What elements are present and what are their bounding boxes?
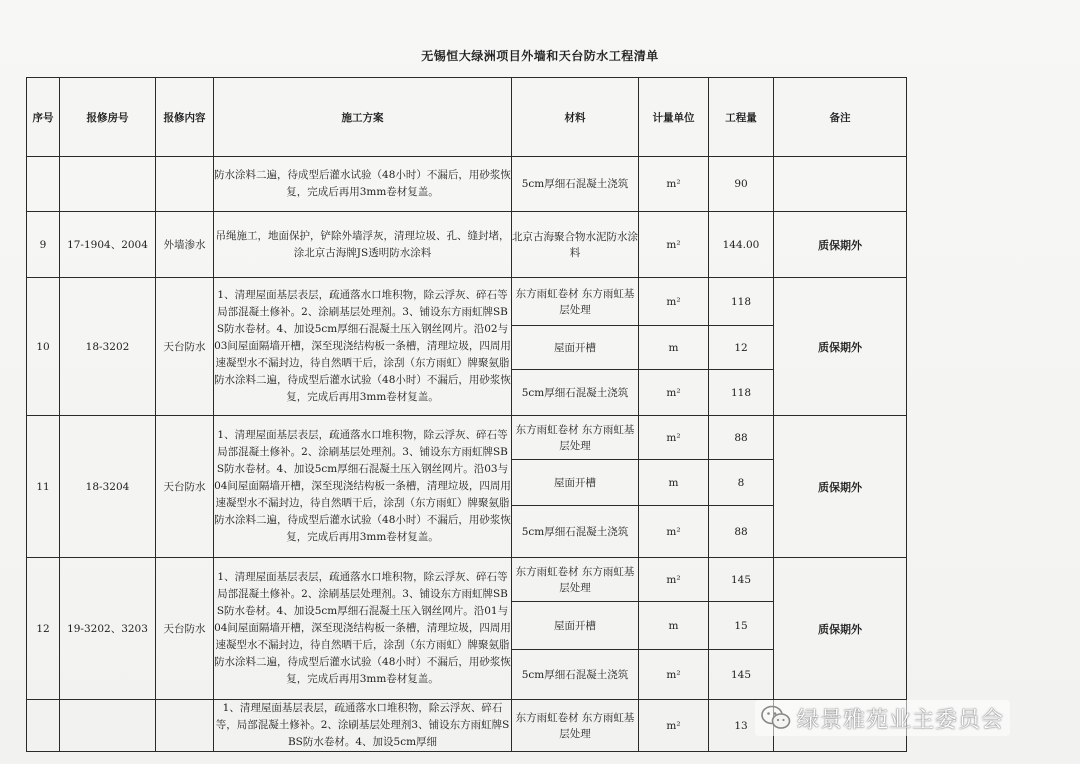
cell-material: 屋面开槽 <box>512 326 639 370</box>
cell-plan: 1、清理屋面基层表层，疏通落水口堆积物，除云浮灰、碎石等，局部混凝土修补。2、涂刷基层处理剂3、铺设东方雨虹牌SBS防水卷材。4、加设5cm厚细 <box>214 700 512 752</box>
cell-material: 屋面开槽 <box>512 602 639 650</box>
table-row <box>27 278 907 326</box>
header-content: 报修内容 <box>156 78 214 157</box>
header-row <box>27 78 907 157</box>
cell-remark <box>774 157 907 212</box>
table-row <box>27 416 907 460</box>
cell-plan: 1、清理屋面基层表层，疏通落水口堆积物，除云浮灰、碎石等局部混凝土修补。2、涂刷基层处理剂。3、铺设东方雨虹牌SBS防水卷材。4、加设5cm厚细石混凝土压入钢丝网片。沿03与04间屋面隔墙开槽，深至现浇结构板一条槽，清理垃圾，四周用速凝型水不漏封边，待自然晒干后，涂刮（东方雨虹）牌聚氨脂防水涂料二遍，待成型后灌水试验（48小时）不漏后，用砂浆恢复，完成后再用3mm卷材复盖。 <box>214 416 512 558</box>
cell-seq: 10 <box>27 278 60 416</box>
cell-material: 屋面开槽 <box>512 460 639 506</box>
cell-qty: 90 <box>709 157 774 212</box>
cell-room: 17-1904、2004 <box>60 212 156 278</box>
cell-room: 18-3202 <box>60 278 156 416</box>
cell-content <box>156 700 214 752</box>
cell-unit: m² <box>639 506 709 558</box>
cell-content: 天台防水 <box>156 416 214 558</box>
cell-seq: 11 <box>27 416 60 558</box>
cell-content <box>156 157 214 212</box>
header-plan: 施工方案 <box>214 78 512 157</box>
header-unit: 计量单位 <box>639 78 709 157</box>
header-room: 报修房号 <box>60 78 156 157</box>
cell-material: 5cm厚细石混凝土浇筑 <box>512 157 639 212</box>
header-material: 材料 <box>512 78 639 157</box>
cell-content: 外墙渗水 <box>156 212 214 278</box>
waterproof-work-table <box>26 77 907 752</box>
cell-material: 5cm厚细石混凝土浇筑 <box>512 650 639 700</box>
cell-unit: m² <box>639 558 709 602</box>
cell-material: 东方雨虹卷材 东方雨虹基层处理 <box>512 700 639 752</box>
cell-unit: m² <box>639 650 709 700</box>
watermark-text: 绿景雅苑业主委员会 <box>797 707 1005 733</box>
cell-room: 18-3204 <box>60 416 156 558</box>
cell-unit: m <box>639 460 709 506</box>
cell-unit: m <box>639 602 709 650</box>
cell-material: 东方雨虹卷材 东方雨虹基层处理 <box>512 278 639 326</box>
header-remark: 备注 <box>774 78 907 157</box>
cell-material: 东方雨虹卷材 东方雨虹基层处理 <box>512 558 639 602</box>
header-seq: 序号 <box>27 78 60 157</box>
cell-unit: m² <box>639 370 709 416</box>
wechat-icon <box>761 705 791 731</box>
cell-unit: m² <box>639 416 709 460</box>
cell-qty: 118 <box>709 370 774 416</box>
wechat-watermark <box>755 700 1010 736</box>
cell-seq <box>27 157 60 212</box>
cell-material: 5cm厚细石混凝土浇筑 <box>512 506 639 558</box>
cell-qty: 13 <box>709 700 774 752</box>
cell-plan: 吊绳施工，地面保护，铲除外墙浮灰，清理垃圾、孔、缝封堵，涂北京古海牌JS透明防水涂料 <box>214 212 512 278</box>
table-row <box>27 157 907 212</box>
cell-seq: 9 <box>27 212 60 278</box>
cell-remark: 质保期外 <box>774 212 907 278</box>
cell-material: 北京古海聚合物水泥防水涂料 <box>512 212 639 278</box>
cell-material: 东方雨虹卷材 东方雨虹基层处理 <box>512 416 639 460</box>
cell-qty: 88 <box>709 416 774 460</box>
cell-seq <box>27 700 60 752</box>
cell-content: 天台防水 <box>156 278 214 416</box>
table-row <box>27 558 907 602</box>
table-row <box>27 212 907 278</box>
cell-qty: 15 <box>709 602 774 650</box>
cell-unit: m² <box>639 700 709 752</box>
cell-unit: m² <box>639 157 709 212</box>
cell-qty: 118 <box>709 278 774 326</box>
cell-qty: 144.00 <box>709 212 774 278</box>
cell-qty: 12 <box>709 326 774 370</box>
document-title: 无锡恒大绿洲项目外墙和天台防水工程清单 <box>421 49 659 63</box>
cell-plan: 1、清理屋面基层表层，疏通落水口堆积物，除云浮灰、碎石等局部混凝土修补。2、涂刷基层处理剂。3、铺设东方雨虹牌SBS防水卷材。4、加设5cm厚细石混凝土压入钢丝网片。沿02与03间屋面隔墙开槽，深至现浇结构板一条槽，清理垃圾，四周用速凝型水不漏封边，待自然晒干后，涂刮（东方雨虹）牌聚氨脂防水涂料二遍，待成型后灌水试验（48小时）不漏后，用砂浆恢复，完成后再用3mm卷材复盖。 <box>214 278 512 416</box>
cell-room <box>60 700 156 752</box>
cell-remark: 质保期外 <box>774 558 907 700</box>
cell-plan: 1、清理屋面基层表层，疏通落水口堆积物，除云浮灰、碎石等局部混凝土修补。2、涂刷基层处理剂。3、铺设东方雨虹牌SBS防水卷材。4、加设5cm厚细石混凝土压入钢丝网片。沿01与04间屋面隔墙开槽，深至现浇结构板一条槽，清理垃圾，四周用速凝型水不漏封边，待自然晒干后，涂刮（东方雨虹）牌聚氨脂防水涂料二遍，待成型后灌水试验（48小时）不漏后，用砂浆恢复，完成后再用3mm卷材复盖。 <box>214 558 512 700</box>
cell-seq: 12 <box>27 558 60 700</box>
cell-unit: m² <box>639 212 709 278</box>
cell-plan: 防水涂料二遍，待成型后灌水试验（48小时）不漏后，用砂浆恢复，完成后再用3mm卷材复盖。 <box>214 157 512 212</box>
cell-room <box>60 157 156 212</box>
cell-room: 19-3202、3203 <box>60 558 156 700</box>
cell-qty: 145 <box>709 650 774 700</box>
cell-qty: 8 <box>709 460 774 506</box>
cell-unit: m² <box>639 278 709 326</box>
cell-unit: m <box>639 326 709 370</box>
cell-content: 天台防水 <box>156 558 214 700</box>
header-qty: 工程量 <box>709 78 774 157</box>
cell-material: 5cm厚细石混凝土浇筑 <box>512 370 639 416</box>
cell-qty: 145 <box>709 558 774 602</box>
cell-remark: 质保期外 <box>774 416 907 558</box>
cell-remark: 质保期外 <box>774 278 907 416</box>
cell-qty: 88 <box>709 506 774 558</box>
